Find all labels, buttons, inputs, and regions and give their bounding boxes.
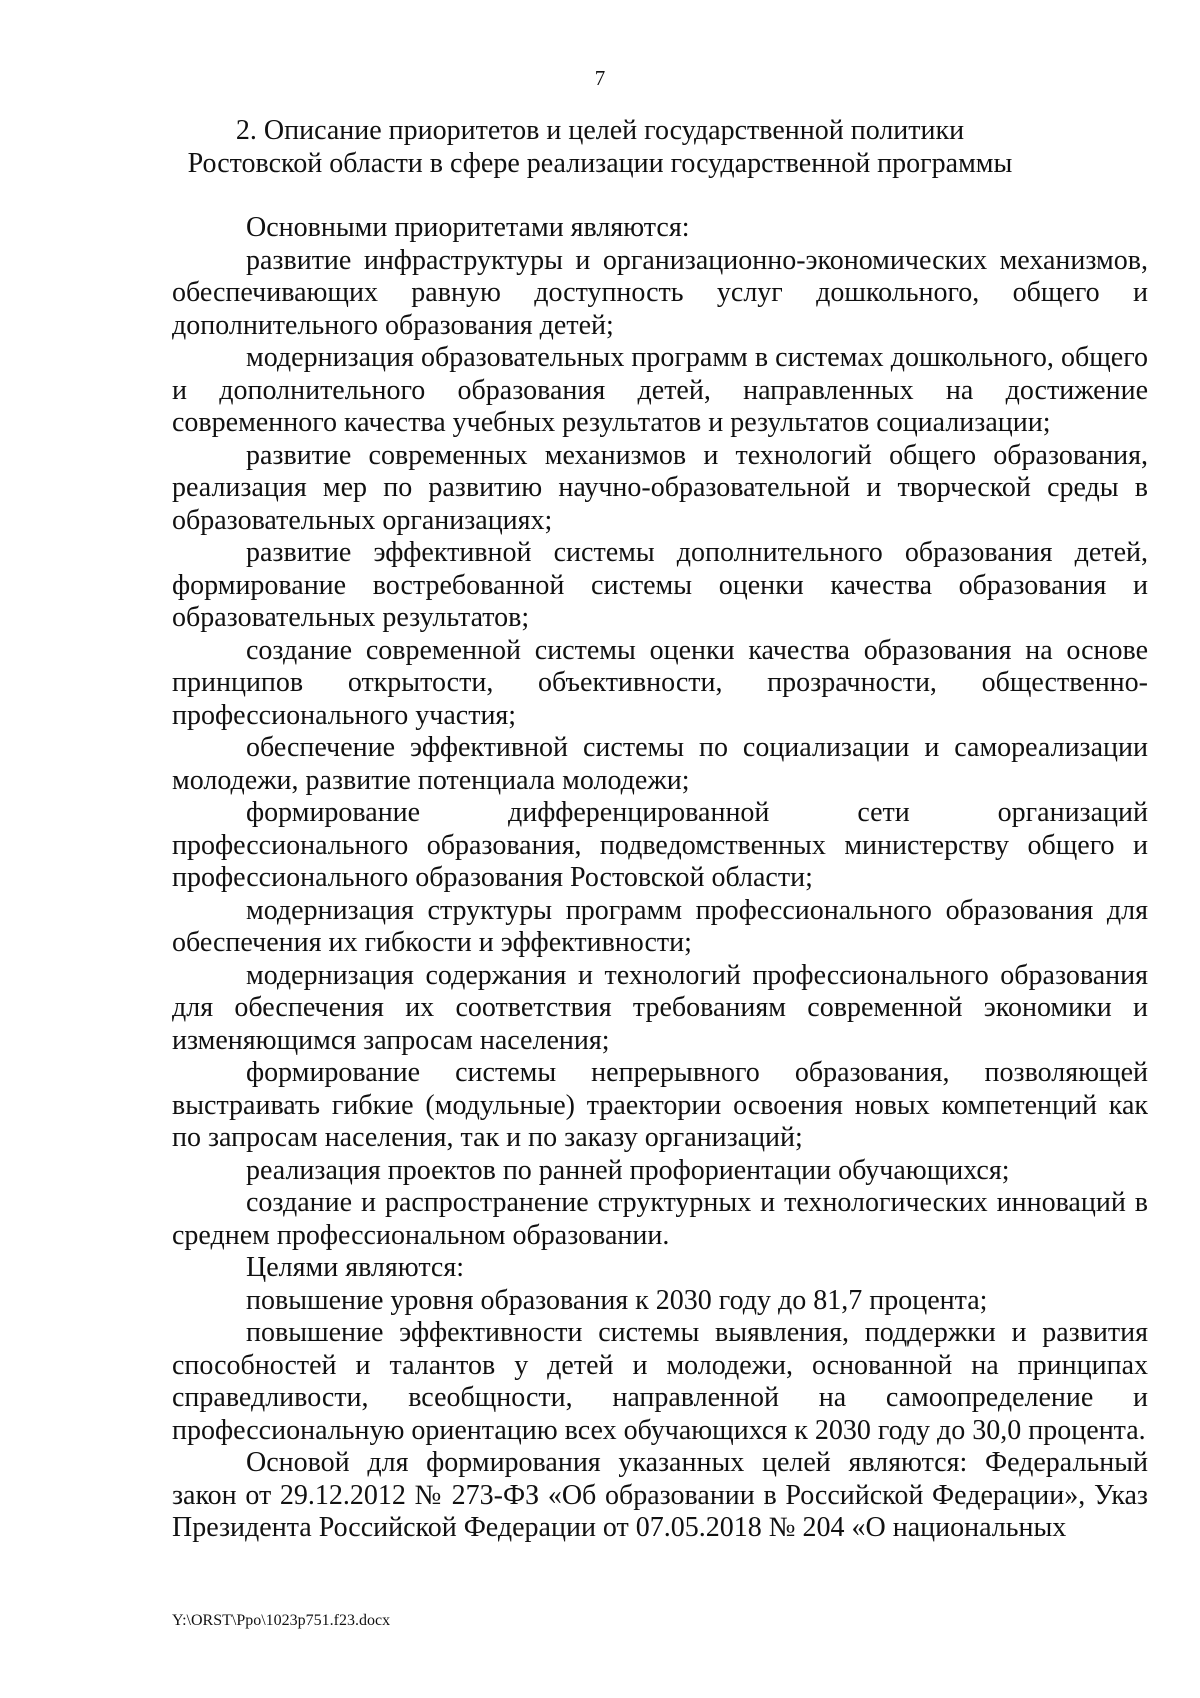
paragraph: создание и распространение структурных и технологических инноваций в среднем профессиональном образовании.: [172, 1187, 1148, 1251]
paragraph-priorities-intro: Основными приоритетами являются:: [246, 212, 690, 243]
paragraph: модернизация образовательных программ в системах дошкольного, общего и дополнительного образования детей, направленных на достижение современного качества учебных результатов и результатов социализации;: [172, 342, 1148, 438]
paragraph: развитие эффективной системы дополнительного образования детей, формирование востребованной системы оценки качества образования и образовательных результатов;: [172, 537, 1148, 633]
paragraph: формирование системы непрерывного образования, позволяющей выстраивать гибкие (модульные) траектории освоения новых компетенций как по запросам населения, так и по заказу организаций;: [172, 1057, 1148, 1153]
paragraph: Основой для формирования указанных целей являются: Федеральный закон от 29.12.2012 № 273-ФЗ «Об образовании в Российской Федерации», Указ Президента Российской Федерации от 07.05.2018 № 204 «О национальных: [172, 1447, 1148, 1543]
paragraph: развитие современных механизмов и технологий общего образования, реализация мер по развитию научно-образовательной и творческой среды в образовательных организациях;: [172, 439, 1148, 536]
paragraph: модернизация содержания и технологий профессионального образования для обеспечения их соответствия требованиям современной экономики и изменяющимся запросам населения;: [172, 959, 1148, 1056]
paragraph: модернизация структуры программ профессионального образования для обеспечения их гибкости и эффективности;: [172, 894, 1148, 958]
section-heading: [0, 114, 1200, 180]
paragraph: реализация проектов по ранней профориентации обучающихся;: [246, 1154, 1010, 1186]
paragraph: создание современной системы оценки качества образования на основе принципов открытости, объективности, прозрачности, общественно-профессионального участия;: [172, 634, 1148, 731]
section-heading-line-2: Ростовской области в сфере реализации государственной программы: [187, 148, 1013, 179]
paragraph: повышение эффективности системы выявления, поддержки и развития способностей и талантов у детей и молодежи, основанной на принципах справедливости, всеобщности, направленной на самоопределение и профессиональную ориентацию всех обучающихся к 2030 году до 30,0 процента.: [172, 1317, 1148, 1446]
document-body: [172, 212, 1148, 1545]
section-heading-line-1: 2. Описание приоритетов и целей государственной политики: [235, 115, 965, 146]
paragraph-goals-intro: Целями являются:: [246, 1252, 464, 1283]
paragraph: обеспечение эффективной системы по социализации и самореализации молодежи, развитие потенциала молодежи;: [172, 732, 1148, 796]
page-number: 7: [594, 66, 606, 90]
footer-file-path: Y:\ORST\Ppo\1023p751.f23.docx: [172, 1612, 391, 1629]
paragraph: формирование дифференцированной сети организаций профессионального образования, подведомственных министерству общего и профессионального образования Ростовской области;: [172, 797, 1148, 893]
paragraph: развитие инфраструктуры и организационно-экономических механизмов, обеспечивающих равную доступность услуг дошкольного, общего и дополнительного образования детей;: [172, 244, 1148, 341]
paragraph: повышение уровня образования к 2030 году до 81,7 процента;: [246, 1284, 988, 1316]
